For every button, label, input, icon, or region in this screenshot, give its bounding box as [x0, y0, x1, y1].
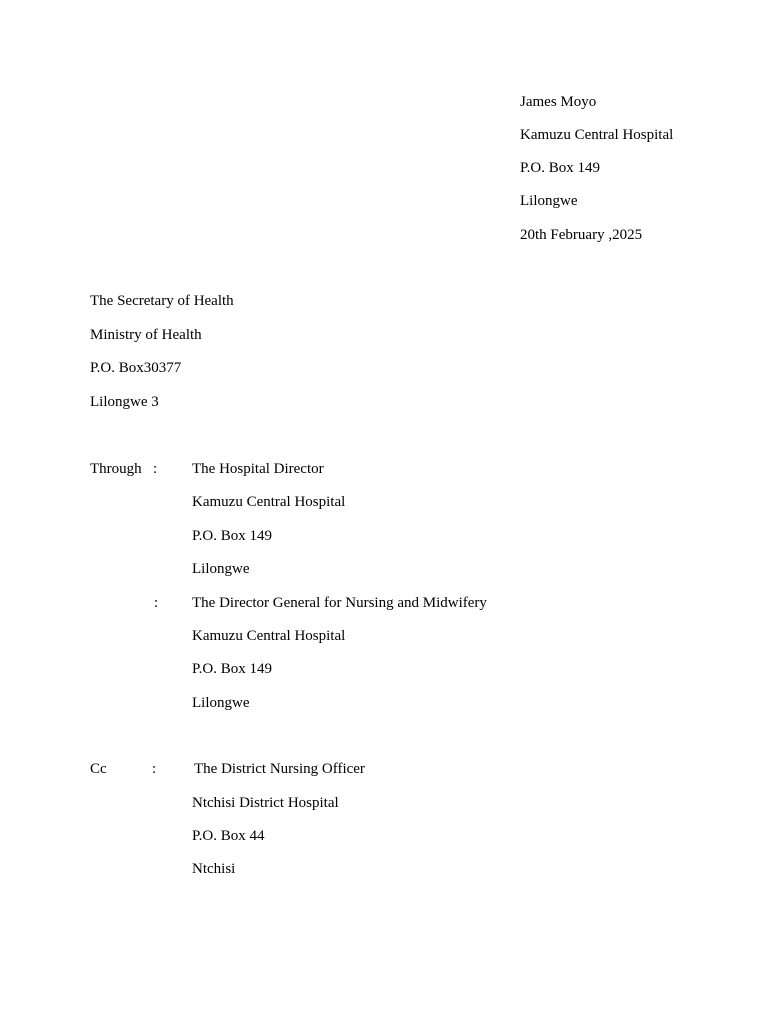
- cc-label: Cc: [90, 761, 107, 777]
- through-2-title: The Director General for Nursing and Midwifery: [192, 595, 487, 611]
- recipient-city: Lilongwe 3: [90, 394, 159, 410]
- cc-title: The District Nursing Officer: [194, 761, 365, 777]
- cc-colon: :: [152, 761, 157, 777]
- letter-date: 20th February ,2025: [520, 227, 643, 243]
- sender-city: Lilongwe: [520, 193, 578, 209]
- cc-po-box: P.O. Box 44: [192, 828, 265, 844]
- through-colon-2: :: [154, 595, 159, 611]
- through-label: Through: [90, 461, 142, 477]
- recipient-title: The Secretary of Health: [90, 293, 234, 309]
- through-2-city: Lilongwe: [192, 695, 250, 711]
- through-1-organization: Kamuzu Central Hospital: [192, 494, 346, 510]
- sender-organization: Kamuzu Central Hospital: [520, 127, 674, 143]
- through-1-po-box: P.O. Box 149: [192, 528, 273, 544]
- cc-organization: Ntchisi District Hospital: [192, 795, 339, 811]
- through-1-title: The Hospital Director: [192, 461, 324, 477]
- through-colon-1: :: [153, 461, 158, 477]
- recipient-organization: Ministry of Health: [90, 327, 202, 343]
- sender-po-box: P.O. Box 149: [520, 160, 601, 176]
- sender-name: James Moyo: [520, 94, 597, 110]
- through-2-po-box: P.O. Box 149: [192, 661, 273, 677]
- through-2-organization: Kamuzu Central Hospital: [192, 628, 346, 644]
- through-1-city: Lilongwe: [192, 561, 250, 577]
- cc-city: Ntchisi: [192, 861, 236, 877]
- recipient-po-box: P.O. Box30377: [90, 360, 182, 376]
